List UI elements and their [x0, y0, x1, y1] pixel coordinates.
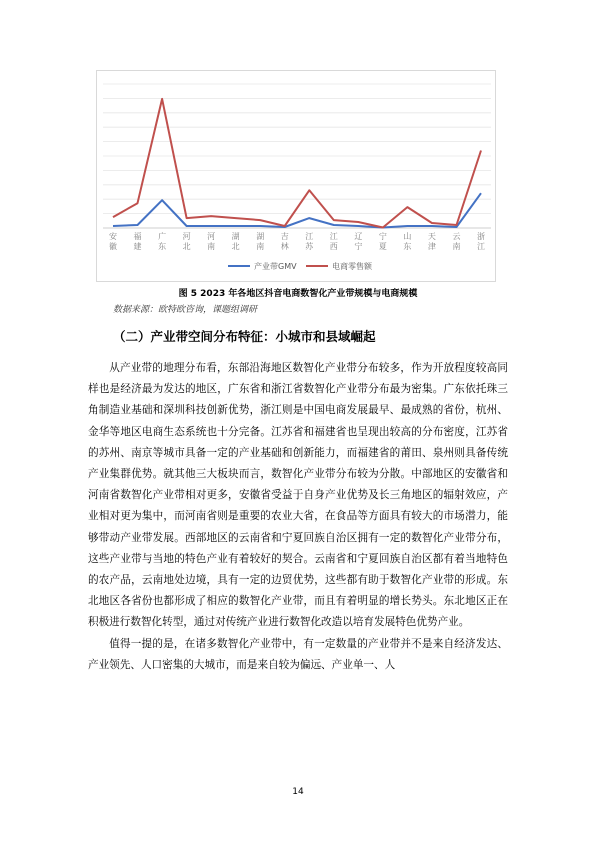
category-label: 宁夏 — [378, 232, 387, 251]
category-label: 广东 — [158, 232, 167, 251]
category-label: 江西 — [329, 232, 338, 251]
category-label: 天津 — [427, 232, 436, 251]
category-label: 浙江 — [477, 232, 485, 251]
series-line-0 — [113, 193, 481, 227]
category-label: 山东 — [403, 232, 412, 251]
category-label: 湖北 — [231, 232, 240, 251]
section-title: （二）产业带空间分布特征：小城市和县域崛起 — [113, 329, 376, 344]
category-label: 安徽 — [109, 232, 117, 251]
paragraph: 值得一提的是，在诸多数智化产业带中，有一定数量的产业带并不是来自经济发达、产业领先、人口密集的大城市，而是来自较为偏远、产业单一、人 — [88, 637, 508, 671]
series-line-1 — [113, 99, 481, 228]
category-label: 云南 — [452, 232, 461, 251]
category-label: 湖南 — [256, 232, 265, 251]
category-label: 吉林 — [280, 232, 289, 251]
category-label: 河北 — [182, 232, 191, 251]
category-label: 辽宁 — [354, 232, 363, 251]
line-chart — [96, 70, 496, 282]
paragraph: 从产业带的地理分布看，东部沿海地区数智化产业带分布较多，作为开放程度较高同样也是经济最为发达的地区，广东省和浙江省数智化产业带分布最为密集。广东依托珠三角制造业基础和深圳科技创新优势，浙江则是中国电商发展最早、最成熟的省份，杭州、金华等地区电商生态系统也十分完备。江苏省和福建省也呈现出较高的分布密度，江苏省的苏州、南京等城市具备一定的产业基础和创新能力，而福建省的莆田、泉州则具备传统产业集群优势。就其他三大板块而言，数智化产业带分布较为分散。中部地区的安徽省和河南省数智化产业带相对更多，安徽省受益于自身产业优势及长三角地区的辐射效应，产业相对更为集中，而河南省则是重要的农业大省，在食品等方面具有较大的市场潜力，能够带动产业带发展。西部地区的云南省和宁夏回族自治区拥有一定的数智化产业带分布，这些产业带与当地的特色产业有着较好的契合。云南省和宁夏回族自治区都有着当地特色的农产品，云南地处边境，具有一定的边贸优势，这些都有助于数智化产业带的形成。东北地区各省份也都形成了相应的数智化产业带，而且有着明显的增长势头。东北地区正在积极进行数智化转型，通过对传统产业进行数智化改造以培育发展特色优势产业。 — [88, 362, 508, 629]
page-number: 14 — [292, 787, 304, 797]
category-label: 江苏 — [305, 232, 314, 251]
category-label: 河南 — [207, 232, 216, 251]
legend-label: 产业带GMV — [254, 262, 297, 271]
category-label: 福建 — [133, 232, 142, 251]
data-source: 数据来源：欧特欧咨询，课题组调研 — [113, 305, 258, 315]
legend-label: 电商零售额 — [332, 262, 372, 271]
figure-caption: 图 5 2023 年各地区抖音电商数智化产业带规模与电商规模 — [178, 289, 418, 299]
body-text — [88, 358, 508, 676]
